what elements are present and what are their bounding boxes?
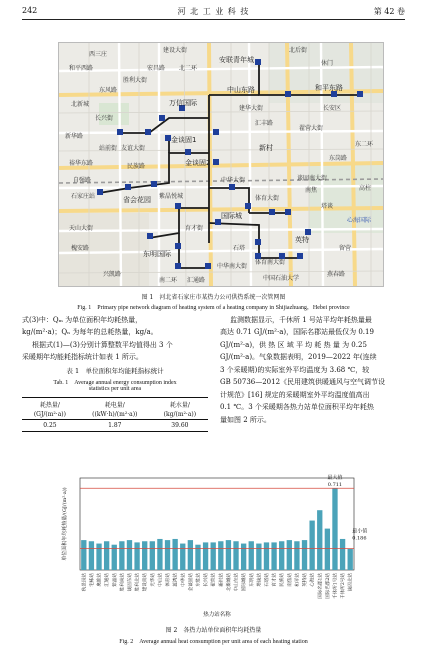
map-label: 塔谈 <box>321 203 334 210</box>
table1-header-row <box>22 399 208 409</box>
bar <box>287 540 292 570</box>
journal-title: 河 北 工 业 科 技 <box>177 7 250 16</box>
bar <box>211 542 216 570</box>
map-label: 育才街 <box>185 225 204 232</box>
bar <box>203 542 208 570</box>
min-value-label: 0.186 <box>352 535 367 542</box>
map-label: 金谈固2 <box>185 159 211 167</box>
map-label: 国际城 <box>221 212 242 220</box>
bar <box>104 541 109 570</box>
x-tick-label: 奥维站 <box>97 573 103 587</box>
map-label: 石家庄站 <box>71 193 96 200</box>
x-tick-label: 胜利北站 <box>135 573 141 592</box>
x-tick-label: 金谈固站 <box>188 573 194 592</box>
bar <box>142 541 147 570</box>
bar <box>157 539 162 570</box>
right-text-line: 3 个采暖期)的实际室外平均温度为 3.68 ℃，较 <box>220 366 370 374</box>
map-label: 天山大街 <box>69 225 94 232</box>
x-tick-label: 国际名郡2站 <box>325 573 331 599</box>
x-tick-label: 长兴站 <box>204 573 210 587</box>
bar <box>180 544 185 570</box>
map-label: 体育南大街 <box>255 259 286 266</box>
bar <box>233 541 238 570</box>
page-number: 242 <box>22 6 38 15</box>
x-tick-label: 光华站 <box>150 573 156 587</box>
x-tick-label: 石塔站 <box>264 573 270 587</box>
bar <box>188 540 193 570</box>
table1-top-rule <box>22 397 208 398</box>
bar <box>340 539 345 570</box>
header-rule <box>22 19 405 20</box>
bar <box>294 541 299 570</box>
x-tick-label: 国际城站 <box>242 573 248 592</box>
map-label: 英特 <box>295 236 309 244</box>
left-text-line: 式(3)中：Qₘ 为单位面积年均耗热量， <box>22 316 143 324</box>
map-label: 东明国际 <box>143 250 171 258</box>
max-value-label: 0.711 <box>327 482 343 489</box>
table1-header: 耗水量/ <box>169 401 190 409</box>
right-text-line: 0.1 ℃。3 个采暖期各热力站单位面积平均年耗热 <box>220 403 374 411</box>
x-tick-label: 建设南站 <box>143 573 149 592</box>
map-label: 中国石油大学 <box>263 275 300 282</box>
right-text-line: 量如图 2 所示。 <box>220 416 271 424</box>
map-label: 谈固南大街 <box>297 175 328 182</box>
map-label: 友谊大街 <box>121 145 146 152</box>
x-tick-label: 民族站 <box>280 573 286 587</box>
table1-header: 耗电量/ <box>104 401 125 409</box>
volume-number: 第 42 卷 <box>373 7 405 16</box>
table1-title-cn: 表 1 单位面积年均能耗指标统计 <box>66 367 164 375</box>
bar <box>256 544 261 570</box>
map-label: 南焦 <box>305 187 318 194</box>
figure1-caption-en: Fig. 1 Primary pipe network diagram of heating system of a heating company in Shijiazhuang，Hebei province <box>77 305 350 311</box>
x-tick-label: 胜利南站 <box>120 573 126 592</box>
x-tick-label: 心海站 <box>310 573 316 587</box>
map-label: 长兴街 <box>95 115 114 122</box>
table1-cell: 39.60 <box>171 421 189 429</box>
map-label: 槐安路 <box>71 245 90 252</box>
right-text-line: 计规范》[16] 规定的采暖期室外平均温度值高出 <box>220 391 370 399</box>
map-label: 石塔 <box>233 245 246 252</box>
bar <box>249 541 254 570</box>
x-tick-label: 和平站 <box>295 573 301 587</box>
map-label: 汇丰路 <box>255 120 274 127</box>
figure2-caption-en: Fig. 2 Average annual heat consumption per unit area of each heating station <box>119 639 308 645</box>
bar <box>226 540 231 570</box>
x-tick-label: 秋景园站 <box>82 573 88 592</box>
bar <box>134 542 139 570</box>
bar <box>302 540 307 570</box>
pipe-network-map <box>58 42 384 287</box>
bar <box>241 544 246 570</box>
map-label: 兴凯路 <box>103 271 122 278</box>
x-tick-label: 千休所1号站 <box>333 573 339 599</box>
x-tick-label: 蓝湾站 <box>173 573 179 587</box>
bar <box>218 541 223 570</box>
figure1-caption-cn: 图 1 河北省石家庄市某热力公司供热系统一次管网图 <box>141 294 286 301</box>
x-tick-label: 南焦站 <box>287 573 293 587</box>
map-label: 建设大街 <box>163 47 188 54</box>
bar <box>348 549 353 570</box>
map-label: 紫晶悦城 <box>159 193 184 200</box>
table-row <box>22 420 208 431</box>
bar <box>81 540 86 570</box>
map-label: 安联青年城 <box>219 56 254 64</box>
map-label: 体育大街 <box>255 195 280 202</box>
x-tick-label: 谈固东站 <box>127 573 133 592</box>
map-label: 休门 <box>321 60 334 67</box>
table1-cell: 0.25 <box>43 421 57 429</box>
x-tick-label: 新村站 <box>219 573 225 587</box>
min-label: 最小值 <box>352 528 368 535</box>
right-text-line: GJ/(m²·a)。气象数据表明，2019—2022 年(连续 <box>220 353 377 361</box>
x-tick-label: 育才站 <box>272 573 278 587</box>
table1-bottom-rule <box>22 431 208 432</box>
bar <box>271 542 276 570</box>
right-text-line: 监测数据显示，千休所 1 号站平均年耗热量最 <box>230 316 372 324</box>
bar <box>279 541 284 570</box>
bar <box>127 540 132 570</box>
x-tick-label: 汇通站 <box>105 573 111 587</box>
map-label: 中华大街 <box>221 177 246 184</box>
map-label: 和平西路 <box>69 65 94 72</box>
map-label: 省会花园 <box>123 196 151 204</box>
map-label: 高柱 <box>359 185 372 192</box>
map-label: 宏昌路 <box>147 65 166 72</box>
table1-header-row <box>22 409 208 420</box>
x-tick-label: 翟营站 <box>211 573 217 587</box>
x-axis-label: 热力站名称 <box>203 612 231 618</box>
x-tick-label: 中山东站 <box>234 573 240 592</box>
x-tick-label: 体育站 <box>166 573 172 587</box>
map-label: 东风路 <box>99 87 118 94</box>
heat-consumption-chart <box>58 468 378 618</box>
bar <box>96 544 101 570</box>
x-tick-label: 中华站 <box>181 573 187 587</box>
x-tick-label: 紫晶站 <box>112 573 118 587</box>
bar <box>89 541 94 570</box>
map-label: 新华路 <box>65 133 84 140</box>
map-label: 万信国际 <box>169 99 197 107</box>
map-label: 北二环 <box>179 65 198 72</box>
x-tick-label: 千休所2号站 <box>341 573 347 599</box>
x-tick-label: 北新城站 <box>226 573 232 592</box>
map-label: 长安区 <box>323 105 342 112</box>
y-axis-label: 单位面积年均耗热量/(GJ/(m²·a)) <box>62 487 68 561</box>
table1-header-unit: (kg/(m²·a)) <box>163 410 197 418</box>
map-label: 胜利大街 <box>123 77 148 84</box>
map-label: 东岗路 <box>329 155 348 162</box>
x-tick-label: 宅栋站 <box>89 573 95 587</box>
map-label: 北后街 <box>289 47 308 54</box>
bar <box>119 541 124 570</box>
map-label: 自强路 <box>73 177 92 184</box>
x-tick-label: 东胜站 <box>196 573 202 587</box>
x-tick-label: 英特站 <box>303 573 309 587</box>
bar <box>150 541 155 570</box>
right-text-line: 高达 0.71 GJ/(m²·a)，国际名郡站最低仅为 0.19 <box>220 328 374 336</box>
map-label: 和平东路 <box>315 84 343 92</box>
left-text-line: kg/(m²·a)；Qₙ 为每年的总耗热量，kg/a。 <box>22 328 158 336</box>
table1-header-unit: (GJ/(m²·a)) <box>33 410 66 418</box>
map-label: 金谈固1 <box>171 136 197 144</box>
bar <box>332 488 337 570</box>
map-label: 燕春路 <box>327 271 346 278</box>
map-label: 留营 <box>339 245 352 252</box>
bar <box>264 542 269 570</box>
map-label: 建华大街 <box>239 105 264 112</box>
bar <box>309 521 314 570</box>
left-text-line: 根据式(1)—(3)分别计算整数平均值得出 3 个 <box>32 341 173 349</box>
x-tick-label: 中山站 <box>158 573 164 587</box>
table1-header-unit: ((kW·h)/(m²·a)) <box>92 410 138 418</box>
left-text-line: 采暖期年均能耗指标统计如表 1 所示。 <box>22 353 143 361</box>
map-label: 南二环 <box>159 277 178 284</box>
table1-title-en-2: statistics per unit area <box>88 386 142 392</box>
map-label: 翟营大街 <box>299 125 324 132</box>
bar <box>325 529 330 570</box>
table1-title-en-1: Tab. 1 Average annual energy consumption index <box>53 380 177 386</box>
right-text-line: GB 50736—2012《民用建筑供暖通风与空气调节设 <box>220 378 386 386</box>
map-label: 西三庄 <box>89 51 108 58</box>
map-label: 民族路 <box>127 163 146 170</box>
x-tick-label: 东明站 <box>249 573 255 587</box>
bar <box>172 539 177 570</box>
table1-cell: 1.87 <box>108 421 122 429</box>
map-label: 中山东路 <box>227 86 255 94</box>
map-label: 新村 <box>259 144 273 152</box>
map-label: 东二环 <box>355 141 374 148</box>
table1-header: 耗热量/ <box>39 401 60 409</box>
x-tick-label: 塔谈站 <box>257 573 263 587</box>
bar <box>317 510 322 570</box>
map-label: 中华南大街 <box>217 263 248 270</box>
max-label: 最大值 <box>327 475 343 482</box>
bar <box>165 540 170 570</box>
map-label: 站前街 <box>99 145 118 152</box>
x-tick-label: 国际名郡1站 <box>318 573 324 599</box>
x-tick-label: 谈固北站 <box>348 573 354 592</box>
map-label: 裕华东路 <box>69 160 94 167</box>
map-drawing <box>59 43 383 286</box>
table1 <box>22 399 208 430</box>
map-label: 北新城 <box>71 101 90 108</box>
map-label: 心海国际 <box>347 217 372 224</box>
map-label: 汇通路 <box>187 277 206 284</box>
right-text-line: GJ/(m²·a)，供 热 区 域 平 均 耗 热 量 为 0.25 <box>220 341 367 349</box>
figure2-caption-cn: 图 2 各热力站单位面积年均耗热量 <box>165 627 262 634</box>
